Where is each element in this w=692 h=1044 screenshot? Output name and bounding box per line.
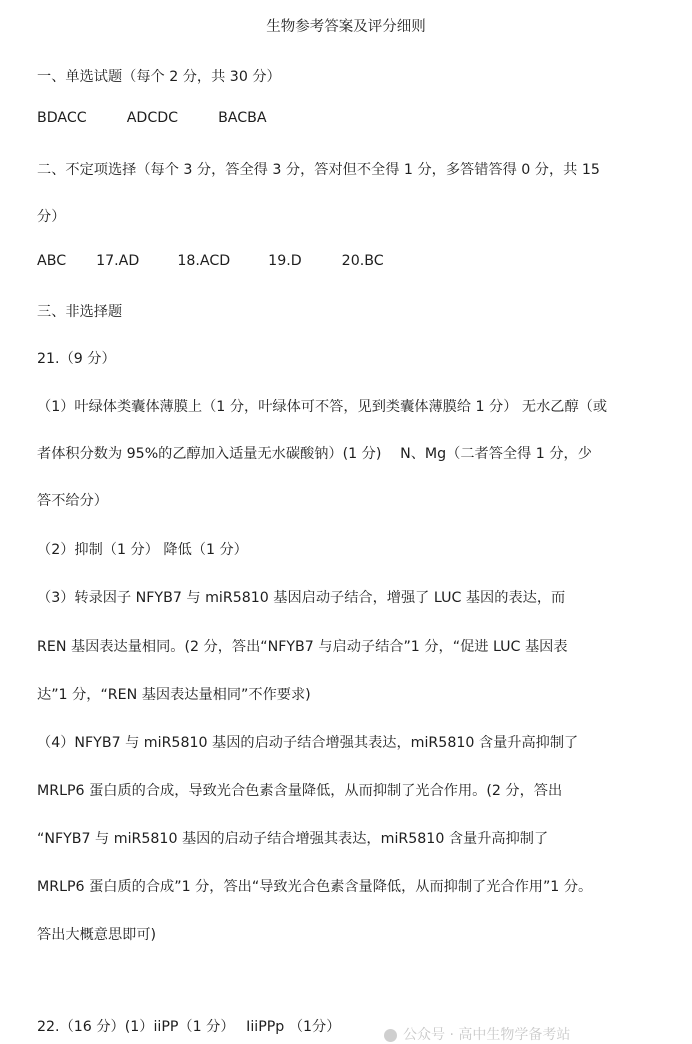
answer-line: （4）NFYB7 与 miR5810 基因的启动子结合增强其表达，miR5810 含量升高抑制了 xyxy=(37,735,579,751)
answer-item: 20.BC xyxy=(341,253,384,269)
section2-answers xyxy=(37,253,384,269)
wechat-icon xyxy=(384,1029,397,1042)
answer-line: （3）转录因子 NFYB7 与 miR5810 基因启动子结合，增强了 LUC 基因的表达，而 xyxy=(37,590,566,606)
answer-line: “NFYB7 与 miR5810 基因的启动子结合增强其表达，miR5810 含量升高抑制了 xyxy=(37,831,549,847)
q21-heading: 21.（9 分） xyxy=(37,351,116,367)
answer-item: ABC xyxy=(37,253,67,269)
section3-heading: 三、非选择题 xyxy=(37,304,123,320)
answer-line: MRLP6 蛋白质的合成”1 分，答出“导致光合色素含量降低，从而抑制了光合作用”1 分。 xyxy=(37,879,593,895)
section1-heading: 一、单选试题（每个 2 分，共 30 分） xyxy=(37,69,281,85)
answer-item: 19.D xyxy=(268,253,302,269)
page-title: 生物参考答案及评分细则 xyxy=(266,19,426,35)
answer-line: 答出大概意思即可) xyxy=(37,927,157,943)
answer-item: 18.ACD xyxy=(177,253,231,269)
answer-line: 达”1 分，“REN 基因表达量相同”不作要求) xyxy=(37,687,311,703)
answer-item: 17.AD xyxy=(96,253,140,269)
q22-line: 22.（16 分）(1）iiPP（1 分） IiiPPp （1分） xyxy=(37,1019,341,1035)
answer-line: （2）抑制（1 分） 降低（1 分） xyxy=(37,542,248,558)
answer-line: 答不给分） xyxy=(37,493,108,509)
watermark: 公众号 · 高中生物学备考站 xyxy=(384,1024,570,1044)
answer-line: 者体积分数为 95%的乙醇加入适量无水碳酸钠）(1 分) N、Mg（二者答全得 1 分，少 xyxy=(37,446,592,462)
answer-group: BDACC xyxy=(37,110,87,126)
section2-heading: 二、不定项选择（每个 3 分，答全得 3 分，答对但不全得 1 分，多答错答得 0 分，共 15 xyxy=(37,162,600,178)
section2-heading-cont: 分） xyxy=(37,209,66,225)
answer-group: ADCDC xyxy=(126,110,179,126)
section1-answers xyxy=(37,110,267,126)
answer-line: REN 基因表达量相同。(2 分，答出“NFYB7 与启动子结合”1 分，“促进 LUC 基因表 xyxy=(37,639,568,655)
answer-group: BACBA xyxy=(218,110,267,126)
answer-line: （1）叶绿体类囊体薄膜上（1 分，叶绿体可不答，见到类囊体薄膜给 1 分） 无水乙醇（或 xyxy=(37,399,608,415)
answer-line: MRLP6 蛋白质的合成，导致光合色素含量降低，从而抑制了光合作用。(2 分，答出 xyxy=(37,783,563,799)
